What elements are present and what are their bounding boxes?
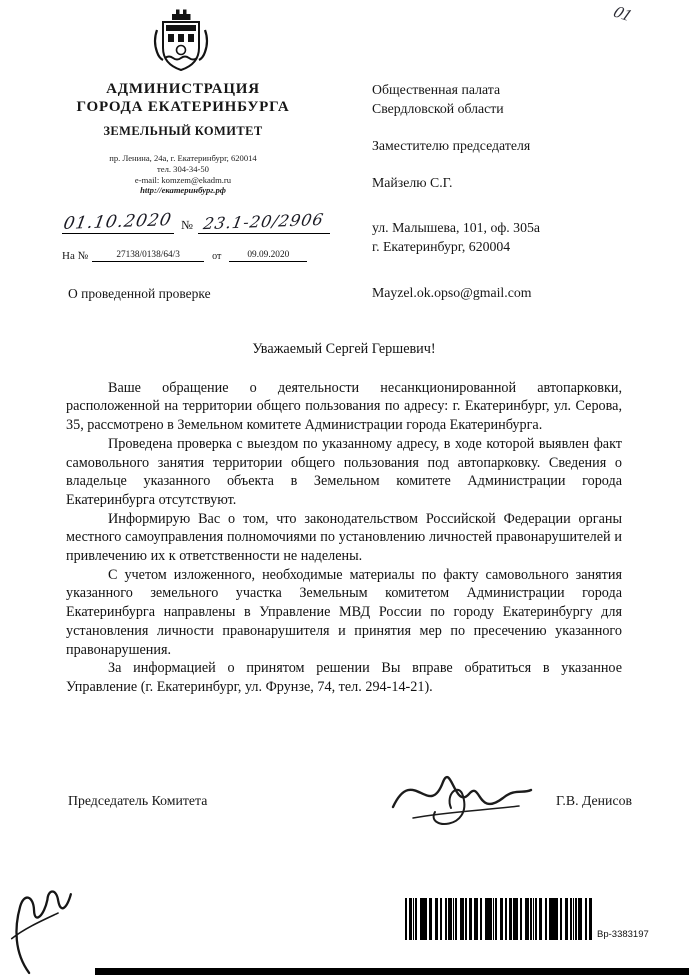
handwritten-corner-mark: 01 (610, 2, 636, 25)
addressee-email: Mayzel.ok.opso@gmail.com (372, 285, 532, 300)
signer-name: Г.В. Денисов (556, 793, 632, 808)
city-coat-of-arms-icon (151, 8, 211, 81)
body-paragraph: Ваше обращение о деятельности несанкционированной автопарковки, расположенной на территории общего пользования по адресу: г. Екатеринбург, ул. Серова, 35, рассмотрено в Земельном комитете Администрации города Екатеринбурга. (66, 379, 622, 434)
handwritten-outgoing-number: 23.1-20/2906 (202, 209, 326, 234)
barcode-number: Вр-3383197 (597, 929, 649, 940)
addressee-name: Майзелю С.Г. (372, 175, 453, 190)
org-name-line1: АДМИНИСТРАЦИЯ (106, 81, 260, 97)
body-paragraph: Проведена проверка с выездом по указанному адресу, в ходе которой выявлен факт самовольного занятия территории общего пользования под автопарковку. Сведения о владельце указанного объекта в Земельном комитете Администрации города Екатеринбурга отсутствуют. (66, 435, 622, 508)
letterhead (57, 80, 309, 196)
handwritten-initials (0, 867, 100, 975)
letterhead-website: http://екатеринбург.рф (140, 185, 226, 196)
incoming-reference-row (62, 250, 330, 262)
addressee-block (372, 80, 657, 302)
addressee-position: Заместителю председателя (372, 138, 531, 153)
org-name-line2: ГОРОДА ЕКАТЕРИНБУРГА (76, 99, 290, 115)
handwritten-date: 01.10.2020 (62, 210, 174, 234)
addressee-organization-line1: Общественная палата (372, 82, 501, 97)
barcode (405, 898, 592, 940)
addressee-address-line2: г. Екатеринбург, 620004 (372, 239, 511, 254)
incoming-date: 09.09.2020 (229, 250, 307, 262)
number-sign: № (181, 218, 193, 232)
letterhead-contacts (57, 153, 309, 196)
salutation: Уважаемый Сергей Гершевич! (252, 341, 436, 357)
signer-position: Председатель Комитета (68, 793, 208, 808)
body-paragraph: За информацией о принятом решении Вы вправе обратиться в указанное Управление (г. Екатеринбург, ул. Фрунзе, 74, тел. 294-14-21). (66, 660, 622, 695)
department-name: ЗЕМЕЛЬНЫЙ КОМИТЕТ (103, 124, 263, 138)
letter-body (66, 340, 622, 697)
letter-subject: О проведенной проверке (68, 286, 211, 301)
from-label: от (212, 251, 222, 262)
body-paragraph: Информирую Вас о том, что законодательством Российской Федерации органы местного самоуправления полномочиями по установлению личностей правонарушителей и привлечению их к ответственности не наделены. (66, 510, 622, 565)
letterhead-phone: тел. 304-34-50 (157, 163, 209, 174)
signature-scribble (385, 752, 535, 837)
letterhead-address: пр. Ленина, 24а, г. Екатеринбург, 620014 (109, 153, 257, 163)
letterhead-email: e-mail: komzem@ekadm.ru (134, 174, 232, 185)
incoming-number: 27138/0138/64/3 (92, 250, 204, 262)
scan-edge-artifact (95, 968, 689, 975)
addressee-organization-line2: Свердловской области (372, 101, 504, 116)
body-paragraph: С учетом изложенного, необходимые материалы по факту самовольного занятия указанного земельного участка Земельным комитетом Администрации города Екатеринбурга направлены в Управление МВД России по городу Екатеринбургу для установления личности правонарушителя и принятия мер по пресечению указанного правонарушения. (66, 566, 622, 658)
outgoing-reference-row (62, 209, 330, 234)
addressee-address-line1: ул. Малышева, 101, оф. 305а (372, 220, 540, 235)
incoming-label: На № (62, 250, 89, 262)
